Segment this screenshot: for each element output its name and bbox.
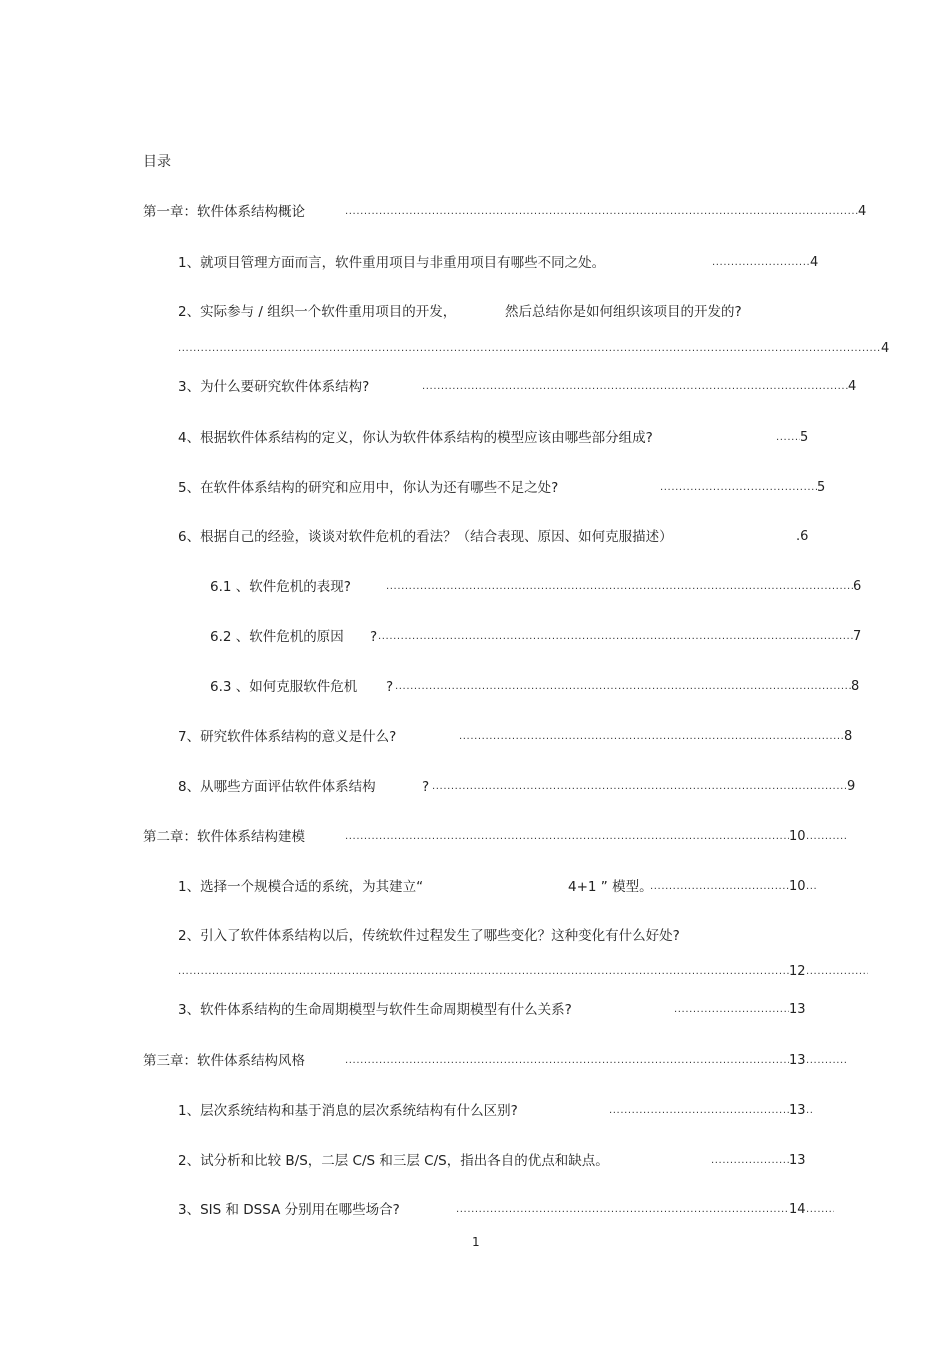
leader-dots (459, 728, 844, 746)
leader-dots (178, 963, 789, 981)
leader-dots (806, 1102, 812, 1120)
toc-item-1-6-1: 6.1 、软件危机的表现? (210, 579, 351, 595)
leader-dots (345, 828, 789, 846)
leader-dots (660, 479, 817, 497)
question-mark: ? (422, 779, 430, 795)
toc-item-2-1-part-a: 1、选择一个规模合适的系统，为其建立“ (178, 879, 424, 895)
toc-page-1-4: 5 (800, 430, 809, 445)
toc-page-1-6-2: 7 (853, 629, 862, 644)
toc-item-2-2: 2、引入了软件体系结构以后，传统软件过程发生了哪些变化？这种变化有什么好处? (178, 928, 680, 944)
toc-item-1-6-2: 6.2 、软件危机的原因 (210, 629, 344, 645)
toc-item-1-2-part-a: 2、实际参与 / 组织一个软件重用项目的开发， (178, 304, 457, 320)
toc-item-3-1: 1、层次系统结构和基于消息的层次系统结构有什么区别? (178, 1103, 518, 1119)
toc-item-1-5: 5、在软件体系结构的研究和应用中，你认为还有哪些不足之处? (178, 480, 559, 496)
toc-page-1-6-3: 8 (851, 679, 860, 694)
toc-page-2-1: 10 (789, 879, 806, 894)
toc-page-1-3: 4 (848, 379, 857, 394)
toc-page-2-3: 13 (789, 1002, 806, 1017)
toc-item-1-6: 6、根据自己的经验，谈谈对软件危机的看法？（结合表现、原因、如何克服描述） (178, 529, 673, 545)
chapter-1-label: 第一章：软件体系结构概论 (143, 204, 305, 220)
toc-page-3-2: 13 (789, 1153, 806, 1168)
leader-dots (806, 963, 868, 981)
toc-item-1-7: 7、研究软件体系结构的意义是什么? (178, 729, 397, 745)
page-number: 1 (472, 1235, 480, 1249)
toc-item-1-3: 3、为什么要研究软件体系结构? (178, 379, 370, 395)
toc-item-1-6-3: 6.3 、如何克服软件危机 (210, 679, 358, 695)
toc-page-3-1: 13 (789, 1103, 806, 1118)
question-mark: ? (386, 679, 394, 695)
leader-dots (345, 203, 858, 221)
toc-item-1-8: 8、从哪些方面评估软件体系结构 (178, 779, 376, 795)
leader-dots (378, 628, 853, 646)
chapter-2-label: 第二章：软件体系结构建模 (143, 829, 305, 845)
leader-dots (711, 1152, 789, 1170)
toc-item-2-1-part-b: 4+1 ” 模型。 (568, 879, 653, 895)
leader-dots (609, 1102, 789, 1120)
toc-item-1-1: 1、就项目管理方面而言，软件重用项目与非重用项目有哪些不同之处。 (178, 255, 606, 271)
leader-dots (674, 1001, 789, 1019)
toc-item-3-2: 2、试分析和比较 B/S，二层 C/S 和三层 C/S，指出各自的优点和缺点。 (178, 1153, 609, 1169)
leader-dots (395, 678, 851, 696)
toc-page-1-2: 4 (881, 341, 890, 356)
leader-dots (178, 340, 881, 358)
toc-title: 目录 (143, 154, 171, 170)
toc-page-1-6-1: 6 (853, 579, 862, 594)
chapter-3-page: 13 (789, 1053, 806, 1068)
leader-dots (806, 878, 816, 896)
chapter-1-page: 4 (858, 204, 867, 219)
toc-page-3-3: 14 (789, 1202, 806, 1217)
leader-dots (806, 1052, 846, 1070)
leader-dots (650, 878, 789, 896)
question-mark: ? (370, 629, 378, 645)
leader-dots (432, 778, 847, 796)
toc-item-1-2-part-b: 然后总结你是如何组织该项目的开发的? (505, 304, 742, 320)
leader-dots (456, 1201, 789, 1219)
leader-dots (422, 378, 848, 396)
leader-dots (806, 1201, 834, 1219)
leader-dots (806, 828, 846, 846)
chapter-3-label: 第三章：软件体系结构风格 (143, 1053, 305, 1069)
toc-page-1-1: 4 (810, 255, 819, 270)
toc-page-1-8: 9 (847, 779, 856, 794)
leader-dots (712, 254, 810, 272)
toc-item-2-3: 3、软件体系结构的生命周期模型与软件生命周期模型有什么关系? (178, 1002, 572, 1018)
toc-page-1-7: 8 (844, 729, 853, 744)
leader-dots (386, 578, 853, 596)
toc-page-1-6: .6 (796, 529, 809, 544)
toc-page-2-2: 12 (789, 964, 806, 979)
toc-item-3-3: 3、SIS 和 DSSA 分别用在哪些场合? (178, 1202, 400, 1218)
toc-page-1-5: 5 (817, 480, 826, 495)
leader-dots (345, 1052, 789, 1070)
leader-dots (776, 429, 800, 447)
toc-item-1-4: 4、根据软件体系结构的定义，你认为软件体系结构的模型应该由哪些部分组成? (178, 430, 653, 446)
chapter-2-page: 10 (789, 829, 806, 844)
